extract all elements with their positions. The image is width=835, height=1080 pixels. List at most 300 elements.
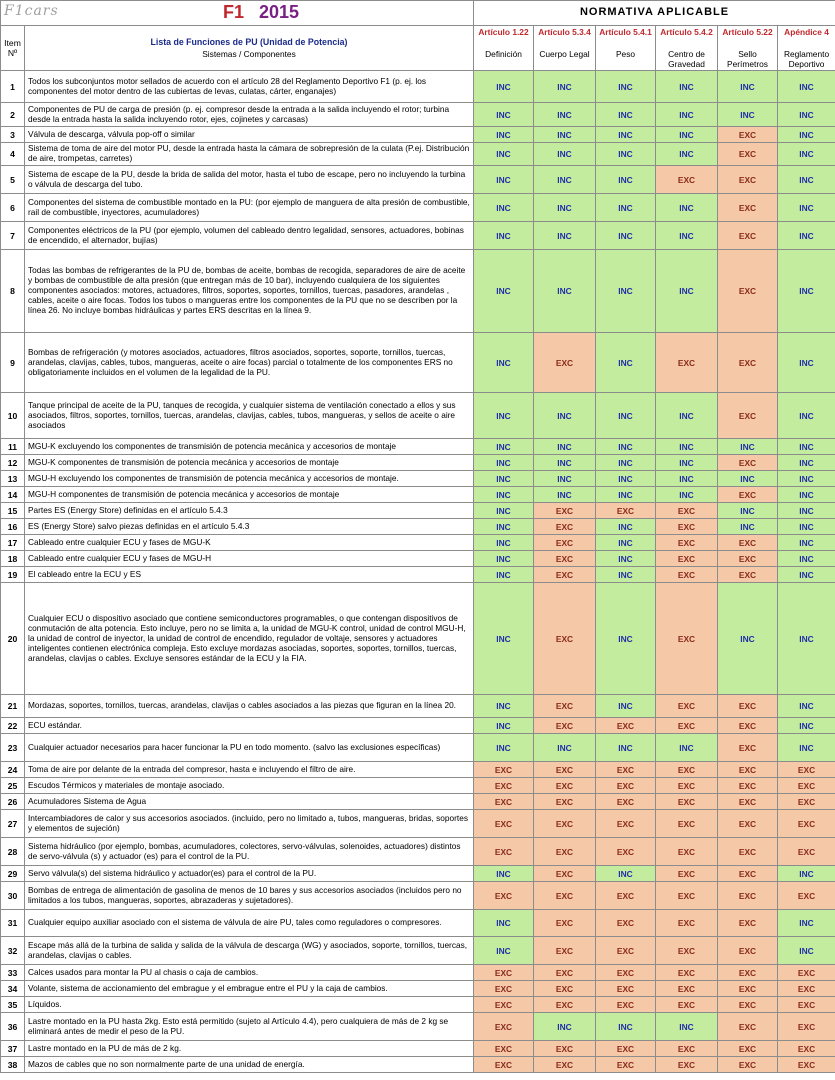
- item-description: Cualquier ECU o dispositivo asociado que contiene semiconductores programables, o que contengan dispositivos de conmutación de alta potencia. Esto incluye, pero no se limita a, la unidad de MGU-K control, unidad de control MGU-H, la unidad de control de inyector, la unidad de control de encendido, regulador de voltaje, sensores y actuadores inteligentes contienen electrónica compleja. Esto excluye mordazas asociadas, soportes, soportes, tornillos, tuercas, arandelas, clavijas o cables. Excluye sensores estándar de la ECU y la FIA.: [25, 583, 474, 695]
- article-header: [778, 26, 835, 71]
- status-cell: INC: [596, 71, 656, 103]
- status-cell: EXC: [718, 222, 778, 250]
- status-cell: EXC: [534, 910, 596, 937]
- status-cell: INC: [778, 551, 835, 567]
- status-cell: INC: [474, 471, 534, 487]
- status-cell: INC: [474, 503, 534, 519]
- item-number: 9: [1, 333, 25, 393]
- status-cell: INC: [656, 143, 718, 166]
- article-label: Reglamento Deportivo: [783, 49, 830, 69]
- status-cell: INC: [596, 487, 656, 503]
- status-cell: EXC: [534, 567, 596, 583]
- status-cell: EXC: [718, 1057, 778, 1073]
- status-cell: INC: [596, 393, 656, 439]
- item-number: 25: [1, 778, 25, 794]
- item-description: Intercambiadores de calor y sus accesorios asociados. (incluido, pero no limitado a, tubos, mangueras, bridas, soportes y elementos de sujeción): [25, 810, 474, 838]
- item-description: El cableado entre la ECU y ES: [25, 567, 474, 583]
- status-cell: EXC: [778, 1057, 835, 1073]
- article-label: Sello Perímetros: [727, 49, 768, 69]
- status-cell: INC: [718, 439, 778, 455]
- status-cell: EXC: [718, 937, 778, 965]
- status-cell: EXC: [596, 718, 656, 734]
- status-cell: EXC: [718, 882, 778, 910]
- table-row: [1, 866, 835, 882]
- status-cell: INC: [474, 487, 534, 503]
- status-cell: INC: [534, 393, 596, 439]
- item-description: MGU-H excluyendo los componentes de transmisión de potencia mecánica y accesorios de montaje.: [25, 471, 474, 487]
- status-cell: INC: [474, 222, 534, 250]
- status-cell: INC: [596, 1013, 656, 1041]
- item-description: Bombas de refrigeración (y motores asociados, actuadores, filtros asociados, soportes, soporte, tornillos, tuercas, arandelas, clavijas, cables, tubos, mangueras, aceite o aire focas) parcial o totalmente de los componentes ERS no obligatoriamente incluidos en el volumen de la legalidad de la PU.: [25, 333, 474, 393]
- status-cell: INC: [534, 455, 596, 471]
- status-cell: INC: [534, 734, 596, 762]
- status-cell: EXC: [474, 778, 534, 794]
- item-description: Componentes de PU de carga de presión (p. ej. compresor desde la entrada a la salida incluyendo el rotor; turbina desde la entrada hasta la salida incluyendo rotor, ejes, cojinetes y carcasas): [25, 103, 474, 127]
- status-cell: EXC: [534, 794, 596, 810]
- status-cell: INC: [474, 734, 534, 762]
- item-number: 5: [1, 166, 25, 194]
- status-cell: INC: [596, 103, 656, 127]
- status-cell: EXC: [778, 778, 835, 794]
- table-row: [1, 981, 835, 997]
- status-cell: INC: [534, 166, 596, 194]
- status-cell: EXC: [718, 778, 778, 794]
- status-cell: INC: [596, 535, 656, 551]
- item-number: 27: [1, 810, 25, 838]
- table-row: [1, 519, 835, 535]
- status-cell: INC: [596, 471, 656, 487]
- status-cell: EXC: [474, 997, 534, 1013]
- status-cell: INC: [778, 127, 835, 143]
- item-number: 38: [1, 1057, 25, 1073]
- status-cell: EXC: [656, 981, 718, 997]
- status-cell: EXC: [718, 1013, 778, 1041]
- status-cell: INC: [778, 910, 835, 937]
- status-cell: EXC: [596, 778, 656, 794]
- status-cell: INC: [474, 127, 534, 143]
- item-description: Sistema de escape de la PU, desde la brida de salida del motor, hasta el tubo de escape, pero no incluyendo la turbina o válvula de descarga del tubo.: [25, 166, 474, 194]
- item-number: 29: [1, 866, 25, 882]
- status-cell: INC: [596, 439, 656, 455]
- status-cell: INC: [596, 866, 656, 882]
- table-row: [1, 393, 835, 439]
- status-cell: EXC: [718, 194, 778, 222]
- table-row: [1, 535, 835, 551]
- status-cell: INC: [534, 143, 596, 166]
- status-cell: INC: [656, 250, 718, 333]
- status-cell: INC: [778, 333, 835, 393]
- status-cell: INC: [474, 519, 534, 535]
- article-number: Artículo 5.4.1: [599, 27, 652, 37]
- item-description: Sistema hidráulico (por ejemplo, bombas, acumuladores, colectores, servo-válvulas, solenoides, actuadores) distintos de servo-válvula (s) y actuador (es) para el control de la PU.: [25, 838, 474, 866]
- status-cell: INC: [778, 471, 835, 487]
- status-cell: EXC: [778, 1013, 835, 1041]
- table-row: [1, 143, 835, 166]
- status-cell: INC: [778, 734, 835, 762]
- status-cell: INC: [534, 250, 596, 333]
- status-cell: INC: [656, 487, 718, 503]
- status-cell: EXC: [778, 882, 835, 910]
- status-cell: INC: [474, 103, 534, 127]
- status-cell: EXC: [778, 762, 835, 778]
- item-number: 10: [1, 393, 25, 439]
- status-cell: EXC: [534, 1041, 596, 1057]
- item-number: 20: [1, 583, 25, 695]
- status-cell: EXC: [778, 810, 835, 838]
- table-row: [1, 778, 835, 794]
- item-description: ES (Energy Store) salvo piezas definidas en el artículo 5.4.3: [25, 519, 474, 535]
- item-number: 18: [1, 551, 25, 567]
- status-cell: EXC: [778, 997, 835, 1013]
- item-number: 11: [1, 439, 25, 455]
- status-cell: EXC: [534, 838, 596, 866]
- status-cell: INC: [474, 567, 534, 583]
- status-cell: EXC: [718, 965, 778, 981]
- status-cell: EXC: [534, 866, 596, 882]
- item-description: Todas las bombas de refrigerantes de la PU de, bombas de aceite, bombas de recogida, separadores de aire de aceite y bombas de combustible de alta presión (que entregan más de 10 bar), incluyendo cualquiera de los siguientes componentes asociados: motores, actuadores, filtros, soportes, soportes, tornillos, tuercas, pasadores, arandelas , cables, aceite o aire focas. Todos los tubos o mangueras entre los componentes de la PU que no se describen por la línea 26. No incluye bombas hidráulicas y partes ERS descritas en la línea 9.: [25, 250, 474, 333]
- status-cell: INC: [474, 455, 534, 471]
- status-cell: INC: [596, 194, 656, 222]
- item-description: Mazos de cables que no son normalmente parte de una unidad de energía.: [25, 1057, 474, 1073]
- status-cell: INC: [656, 71, 718, 103]
- status-cell: INC: [474, 718, 534, 734]
- item-number: 14: [1, 487, 25, 503]
- table-row: [1, 503, 835, 519]
- status-cell: INC: [474, 143, 534, 166]
- status-cell: EXC: [718, 143, 778, 166]
- item-header: Item Nº: [1, 26, 25, 71]
- item-number: 23: [1, 734, 25, 762]
- status-cell: EXC: [596, 937, 656, 965]
- status-cell: EXC: [718, 838, 778, 866]
- sheet-title: [1, 1, 474, 26]
- article-number: Artículo 5.22: [722, 27, 773, 37]
- status-cell: INC: [718, 71, 778, 103]
- item-number: 15: [1, 503, 25, 519]
- status-cell: EXC: [718, 981, 778, 997]
- status-cell: INC: [656, 393, 718, 439]
- table-row: [1, 1013, 835, 1041]
- status-cell: INC: [718, 519, 778, 535]
- status-cell: INC: [778, 695, 835, 718]
- status-cell: EXC: [656, 810, 718, 838]
- table-row: [1, 127, 835, 143]
- article-label: Definición: [485, 49, 522, 59]
- item-description: Lastre montado en la PU hasta 2kg. Esto está permitido (sujeto al Artículo 4.4), pero cualquiera de más de 2 kg se eliminará antes de medir el peso de la PU.: [25, 1013, 474, 1041]
- status-cell: INC: [474, 194, 534, 222]
- status-cell: INC: [534, 194, 596, 222]
- status-cell: EXC: [718, 997, 778, 1013]
- item-description: Bombas de entrega de alimentación de gasolina de menos de 10 bares y sus accesorios asociados (incluidos pero no limitados a los tubos, mangueras, soportes, abrazaderas y sujetadores).: [25, 882, 474, 910]
- article-header: [656, 26, 718, 71]
- item-description: MGU-K excluyendo los componentes de transmisión de potencia mecánica y accesorios de montaje: [25, 439, 474, 455]
- table-row: [1, 762, 835, 778]
- article-header: [474, 26, 534, 71]
- table-row: [1, 965, 835, 981]
- item-description: Cualquier equipo auxiliar asociado con el sistema de válvula de aire PU, tales como reguladores o compresores.: [25, 910, 474, 937]
- item-description: Acumuladores Sistema de Agua: [25, 794, 474, 810]
- item-number: 2: [1, 103, 25, 127]
- table-row: [1, 838, 835, 866]
- status-cell: EXC: [534, 583, 596, 695]
- status-cell: INC: [474, 250, 534, 333]
- status-cell: EXC: [656, 866, 718, 882]
- table-row: [1, 439, 835, 455]
- status-cell: INC: [534, 103, 596, 127]
- item-description: Componentes del sistema de combustible montado en la PU: (por ejemplo de manguera de alta presión de combustible, rail de combustible, inyectores, acumuladores): [25, 194, 474, 222]
- status-cell: INC: [534, 439, 596, 455]
- status-cell: EXC: [778, 794, 835, 810]
- item-description: Volante, sistema de accionamiento del embrague y el embrague entre el PU y la caja de cambios.: [25, 981, 474, 997]
- status-cell: INC: [474, 583, 534, 695]
- status-cell: EXC: [474, 1013, 534, 1041]
- table-body: [1, 71, 835, 1073]
- article-label: Cuerpo Legal: [539, 49, 590, 59]
- status-cell: EXC: [596, 810, 656, 838]
- item-description: Partes ES (Energy Store) definidas en el artículo 5.4.3: [25, 503, 474, 519]
- status-cell: EXC: [534, 333, 596, 393]
- status-cell: EXC: [534, 519, 596, 535]
- status-cell: EXC: [596, 997, 656, 1013]
- article-number: Apéndice 4: [784, 27, 829, 37]
- item-number: 13: [1, 471, 25, 487]
- item-description: Cualquier actuador necesarios para hacer funcionar la PU en todo momento. (salvo las exclusiones específicas): [25, 734, 474, 762]
- status-cell: EXC: [474, 810, 534, 838]
- status-cell: INC: [534, 1013, 596, 1041]
- status-cell: EXC: [596, 910, 656, 937]
- status-cell: EXC: [596, 838, 656, 866]
- status-cell: EXC: [534, 535, 596, 551]
- item-description: Escape más allá de la turbina de salida y salida de la válvula de descarga (WG) y asociados, soporte, tornillos, tuercas, arandelas, clavijas o cables.: [25, 937, 474, 965]
- status-cell: EXC: [778, 981, 835, 997]
- table-row: [1, 882, 835, 910]
- status-cell: INC: [596, 455, 656, 471]
- status-cell: INC: [596, 567, 656, 583]
- table-row: [1, 250, 835, 333]
- status-cell: INC: [778, 71, 835, 103]
- table-row: [1, 567, 835, 583]
- status-cell: EXC: [778, 838, 835, 866]
- item-description: MGU-K componentes de transmisión de potencia mecánica y accesorios de montaje: [25, 455, 474, 471]
- normativa-header: NORMATIVA APLICABLE: [474, 1, 835, 26]
- status-cell: INC: [718, 471, 778, 487]
- article-header: [596, 26, 656, 71]
- status-cell: EXC: [656, 583, 718, 695]
- status-cell: EXC: [656, 910, 718, 937]
- status-cell: INC: [778, 250, 835, 333]
- status-cell: EXC: [534, 778, 596, 794]
- status-cell: EXC: [718, 567, 778, 583]
- item-number: 26: [1, 794, 25, 810]
- item-description: Cableado entre cualquier ECU y fases de MGU-H: [25, 551, 474, 567]
- status-cell: INC: [474, 439, 534, 455]
- status-cell: EXC: [718, 810, 778, 838]
- status-cell: EXC: [718, 910, 778, 937]
- title-f1: F1: [223, 2, 245, 22]
- status-cell: EXC: [656, 535, 718, 551]
- table-row: [1, 1057, 835, 1073]
- item-description: Cableado entre cualquier ECU y fases de MGU-K: [25, 535, 474, 551]
- status-cell: INC: [596, 695, 656, 718]
- item-number: 36: [1, 1013, 25, 1041]
- status-cell: EXC: [596, 882, 656, 910]
- status-cell: EXC: [474, 882, 534, 910]
- item-number: 19: [1, 567, 25, 583]
- status-cell: INC: [778, 103, 835, 127]
- status-cell: EXC: [656, 551, 718, 567]
- status-cell: EXC: [718, 551, 778, 567]
- item-number: 24: [1, 762, 25, 778]
- item-number: 4: [1, 143, 25, 166]
- status-cell: EXC: [718, 393, 778, 439]
- status-cell: INC: [596, 583, 656, 695]
- status-cell: EXC: [718, 127, 778, 143]
- table-row: [1, 71, 835, 103]
- status-cell: EXC: [534, 997, 596, 1013]
- item-description: Calces usados para montar la PU al chasis o caja de cambios.: [25, 965, 474, 981]
- status-cell: EXC: [474, 838, 534, 866]
- status-cell: EXC: [656, 762, 718, 778]
- status-cell: INC: [596, 143, 656, 166]
- status-cell: INC: [718, 103, 778, 127]
- status-cell: INC: [596, 551, 656, 567]
- status-cell: INC: [656, 439, 718, 455]
- status-cell: INC: [778, 166, 835, 194]
- status-cell: EXC: [474, 981, 534, 997]
- status-cell: INC: [596, 222, 656, 250]
- item-description: MGU-H componentes de transmisión de potencia mecánica y accesorios de montaje: [25, 487, 474, 503]
- status-cell: EXC: [596, 965, 656, 981]
- table-row: [1, 718, 835, 734]
- item-description: Tanque principal de aceite de la PU, tanques de recogida, y cualquier sistema de ventilación conectado a ellos y sus asociados, filtros, soportes, tornillos, tuercas, arandelas, clavijas, cables, tubos, mangueras, y sellos de aceite o aire asociados: [25, 393, 474, 439]
- status-cell: EXC: [656, 333, 718, 393]
- status-cell: EXC: [656, 778, 718, 794]
- status-cell: EXC: [656, 794, 718, 810]
- article-header: [534, 26, 596, 71]
- item-description: Mordazas, soportes, tornillos, tuercas, arandelas, clavijas o cables asociados a las piezas que figuran en la línea 20.: [25, 695, 474, 718]
- status-cell: INC: [596, 250, 656, 333]
- status-cell: EXC: [718, 1041, 778, 1057]
- status-cell: INC: [474, 866, 534, 882]
- status-cell: EXC: [534, 810, 596, 838]
- status-cell: INC: [778, 393, 835, 439]
- table-row: [1, 810, 835, 838]
- status-cell: EXC: [474, 1057, 534, 1073]
- status-cell: EXC: [656, 503, 718, 519]
- status-cell: EXC: [718, 866, 778, 882]
- status-cell: EXC: [596, 981, 656, 997]
- status-cell: EXC: [534, 937, 596, 965]
- status-cell: INC: [656, 222, 718, 250]
- status-cell: EXC: [534, 503, 596, 519]
- status-cell: INC: [656, 734, 718, 762]
- status-cell: INC: [596, 519, 656, 535]
- status-cell: INC: [778, 503, 835, 519]
- status-cell: INC: [534, 222, 596, 250]
- status-cell: EXC: [596, 503, 656, 519]
- status-cell: INC: [656, 1013, 718, 1041]
- status-cell: EXC: [474, 965, 534, 981]
- table-row: [1, 583, 835, 695]
- status-cell: EXC: [656, 695, 718, 718]
- status-cell: EXC: [534, 551, 596, 567]
- table-row: [1, 222, 835, 250]
- item-number: 8: [1, 250, 25, 333]
- table-row: [1, 910, 835, 937]
- status-cell: INC: [596, 127, 656, 143]
- status-cell: INC: [656, 103, 718, 127]
- status-cell: INC: [778, 866, 835, 882]
- table-row: [1, 455, 835, 471]
- status-cell: EXC: [474, 762, 534, 778]
- f1cars-logo: F1cars: [4, 3, 59, 19]
- list-header-subtitle: Sistemas / Componentes: [202, 49, 296, 60]
- item-number: 34: [1, 981, 25, 997]
- item-number: 30: [1, 882, 25, 910]
- item-description: Toma de aire por delante de la entrada del compresor, hasta e incluyendo el filtro de aire.: [25, 762, 474, 778]
- status-cell: EXC: [534, 718, 596, 734]
- item-description: Lastre montado en la PU de más de 2 kg.: [25, 1041, 474, 1057]
- status-cell: EXC: [656, 166, 718, 194]
- status-cell: EXC: [718, 166, 778, 194]
- status-cell: INC: [778, 937, 835, 965]
- article-number: Artículo 5.4.2: [660, 27, 713, 37]
- status-cell: EXC: [596, 762, 656, 778]
- status-cell: EXC: [474, 1041, 534, 1057]
- table-row: [1, 551, 835, 567]
- table-row: [1, 997, 835, 1013]
- status-cell: EXC: [718, 535, 778, 551]
- table-row: [1, 794, 835, 810]
- status-cell: INC: [718, 503, 778, 519]
- article-label: Peso: [615, 49, 636, 59]
- table-row: [1, 734, 835, 762]
- status-cell: EXC: [656, 1057, 718, 1073]
- list-header-title: Lista de Funciones de PU (Unidad de Potencia): [150, 36, 348, 47]
- status-cell: EXC: [718, 487, 778, 503]
- item-number: 12: [1, 455, 25, 471]
- status-cell: EXC: [718, 333, 778, 393]
- status-cell: INC: [656, 194, 718, 222]
- status-cell: INC: [474, 535, 534, 551]
- item-number: 3: [1, 127, 25, 143]
- article-number: Artículo 1.22: [478, 27, 529, 37]
- item-number: 31: [1, 910, 25, 937]
- status-cell: INC: [778, 143, 835, 166]
- status-cell: INC: [474, 937, 534, 965]
- item-description: Válvula de descarga, válvula pop-off o similar: [25, 127, 474, 143]
- status-cell: INC: [596, 333, 656, 393]
- status-cell: INC: [778, 519, 835, 535]
- status-cell: INC: [474, 166, 534, 194]
- status-cell: EXC: [778, 1041, 835, 1057]
- status-cell: EXC: [534, 981, 596, 997]
- list-header: [25, 26, 474, 71]
- item-description: Servo válvula(s) del sistema hidráulico y actuador(es) para el control de la PU.: [25, 866, 474, 882]
- status-cell: EXC: [718, 718, 778, 734]
- status-cell: INC: [474, 333, 534, 393]
- table-row: [1, 487, 835, 503]
- table-row: [1, 1041, 835, 1057]
- status-cell: INC: [534, 127, 596, 143]
- article-label: Centro de Gravedad: [668, 49, 705, 69]
- status-cell: EXC: [718, 794, 778, 810]
- status-cell: EXC: [656, 882, 718, 910]
- table-row: [1, 333, 835, 393]
- status-cell: EXC: [656, 567, 718, 583]
- status-cell: EXC: [718, 455, 778, 471]
- item-description: Componentes eléctricos de la PU (por ejemplo, volumen del cableado dentro legalidad, sensores, actuadores, bobinas de encendido, el alternador, bujías): [25, 222, 474, 250]
